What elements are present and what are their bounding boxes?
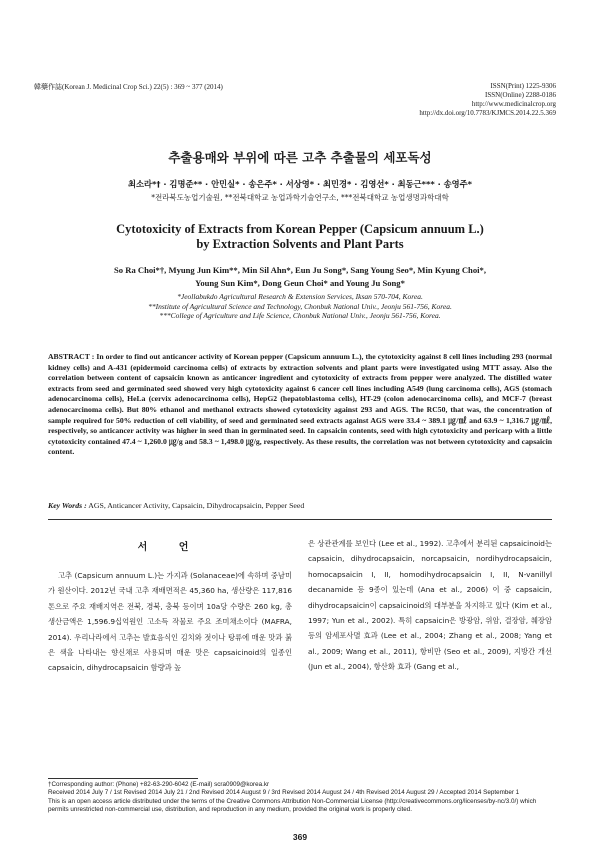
footnote-license: This is an open access article distributed under the terms of the Creative Commons Attribution Non-Commercial License (http://creativecommons.org/licenses/by-nc/3.0/) which permits unrestricted non-commercial use, distribution, and reproduction in any medium, provided the original work is properly cited. bbox=[48, 797, 537, 814]
issn-online: ISSN(Online) 2288-0186 bbox=[485, 91, 556, 99]
english-title bbox=[0, 222, 600, 252]
journal-url[interactable]: http://www.medicinalcrop.org bbox=[471, 100, 556, 108]
section-title-introduction: 서 언 bbox=[137, 542, 203, 553]
section-divider bbox=[48, 519, 552, 520]
english-authors-line-1: So Ra Choi*†, Myung Jun Kim**, Min Sil Ahn*, Eun Ju Song*, Sang Young Seo*, Min Kyung Choi*, bbox=[114, 265, 486, 275]
doi-link[interactable]: http://dx.doi.org/10.7783/KJMCS.2014.22.5.369 bbox=[419, 109, 556, 117]
footnotes bbox=[48, 781, 552, 815]
affiliation-2: **Institute of Agricultural Science and Technology, Chonbuk National Univ., Jeonju 561-756, Korea. bbox=[148, 301, 452, 311]
english-authors bbox=[40, 264, 560, 290]
page-number: 369 bbox=[292, 832, 308, 842]
body-column-right: 은 상관관계를 보인다 (Lee et al., 1992). 고추에서 분리된 capsaicinoid는 capsaicin, dihydrocapsaicin, norcapsaicin, nordihydrocapsaicin, homocapsaicin I, II, homodihydrocapsaicin I, II, N-vanillyl decanamide 등 9종이 있는데 (Ana et al., 2006) 이 중 capsaicin, dihydrocapsaicin이 capsaicinoid의 대부분을 차지하고 있다 (Kim et al., 1997; Yun et al., 2002). 특히 capsaicin은 방광암, 위암, 결장암, 췌장암 등의 암세포사멸 효과 (Lee et al., 2004; Zhang et al., 2008; Yang et al., 2009; Wang et al., 2011), 항비만 (Seo et al., 2009), 지방간 개선 (Jun et al., 2004), 항산화 효과 (Gang et al., bbox=[308, 539, 552, 672]
footnote-received: Received 2014 July 7 / 1st Revised 2014 July 21 / 2nd Revised 2014 August 9 / 3rd Revised 2014 August 24 / 4th Revised 2014 August 29 / Accepted 2014 September 1 bbox=[48, 789, 520, 797]
footnote-correspondence: †Corresponding author: (Phone) +82-63-290-6042 (E-mail) scra0909@korea.kr bbox=[48, 781, 270, 788]
journal-identifiers bbox=[419, 82, 556, 118]
affiliation-3: ***College of Agriculture and Life Science, Chonbuk National Univ., Jeonju 561-756, Korea. bbox=[159, 311, 441, 320]
journal-citation: 韓藥作誌(Korean J. Medicinal Crop Sci.) 22(5) : 369 ~ 377 (2014) bbox=[34, 83, 223, 91]
body-column-left: 고추 (Capsicum annuum L.)는 가지과 (Solanaceae)에 속하며 중남미가 원산이다. 2012년 국내 고추 재배면적은 45,360 ha, 생산량은 117,816톤으로 주요 재배지역은 전북, 경북, 충북 등이며 10a당 수량은 260 kg, 총생산금액은 1,596.9십억원인 고소득 작물로 주요 조미채소이다 (MAFRA, 2014). 우리나라에서 고추는 발효음식인 김치와 젓이나 탕류에 매운 맛과 붉은 색을 나타내는 향신채로 사용되며 매운 맛은 capsaicinoid의 일종인 capsaicin, dihydrocapsaicin 함량과 높 bbox=[48, 571, 292, 673]
korean-affiliations: *전라북도농업기술원, **전북대학교 농업과학기술연구소, ***전북대학교 농업생명과학대학 bbox=[151, 193, 449, 202]
english-title-line-1: Cytotoxicity of Extracts from Korean Pepper (Capsicum annuum L.) bbox=[116, 222, 484, 236]
footnote-divider bbox=[48, 778, 198, 779]
issn-print: ISSN(Print) 1225-9306 bbox=[490, 82, 556, 90]
english-title-line-2: by Extraction Solvents and Plant Parts bbox=[196, 237, 404, 251]
affiliation-1: *Jeollabukdo Agricultural Research & Extension Services, Iksan 570-704, Korea. bbox=[177, 292, 423, 301]
english-affiliations bbox=[40, 292, 560, 321]
keywords-label: Key Words : bbox=[48, 501, 87, 510]
korean-authors: 최소라*† · 김명준** · 안민실* · 송은주* · 서상영* · 최민경* · 김영선* · 최동근*** · 송영주* bbox=[127, 179, 473, 189]
keywords bbox=[48, 501, 552, 511]
english-authors-line-2: Young Sun Kim*, Dong Geun Choi* and Young Ju Song* bbox=[195, 278, 405, 288]
keywords-list: AGS, Anticancer Activity, Capsaicin, Dihydrocapsaicin, Pepper Seed bbox=[88, 501, 305, 510]
abstract: ABSTRACT : In order to find out anticancer activity of Korean pepper (Capsicum annuum L.), the cytotoxicity against 8 cell lines including 293 (normal kidney cells) and A-431 (epidermoid carcinoma cells) of extracts by extraction solvents and plant parts were investigated using MTT assay. Also the correlation between content of capsaicin known as anticancer ingredient and cytotoxicity of extracts from pepper were analyzed. The distilled water extracts from seed and germinated seed showed very high cytotoxicity against 6 cancer cell lines including A549 (lung carcinoma cells), AGS (stomach adenocarcinoma cells), HeLa (cervix adenocarcinoma cells), HepG2 (hepatoblastoma cells), HT-29 (colon adenocarcinoma cells), and MCF-7 (breast adenocarcinoma cells). But 80% ethanol and methanol extracts showed cytotoxicity against 293 and AGS. The RC50, that was, the concentration of sample required for 50% reduction of cell viability, of seed and germinated seed extracts against AGS were 33.4 ~ 389.1 ㎍/㎖ and 63.9 ~ 1,316.7 ㎍/㎖, respectively, so anticancer activity was higher in seed than in germinated seed. In capsaicin contents, seed with high cytotoxicity and pericarp with a little cytotoxicity contained 47.4 ~ 1,260.0 ㎍/g and 58.3 ~ 1,498.0 ㎍/g, respectively. As these results, the correlation was not between cytotoxicity and capsaicin content. bbox=[48, 352, 552, 457]
korean-title: 추출용매와 부위에 따른 고추 추출물의 세포독성 bbox=[168, 150, 432, 165]
